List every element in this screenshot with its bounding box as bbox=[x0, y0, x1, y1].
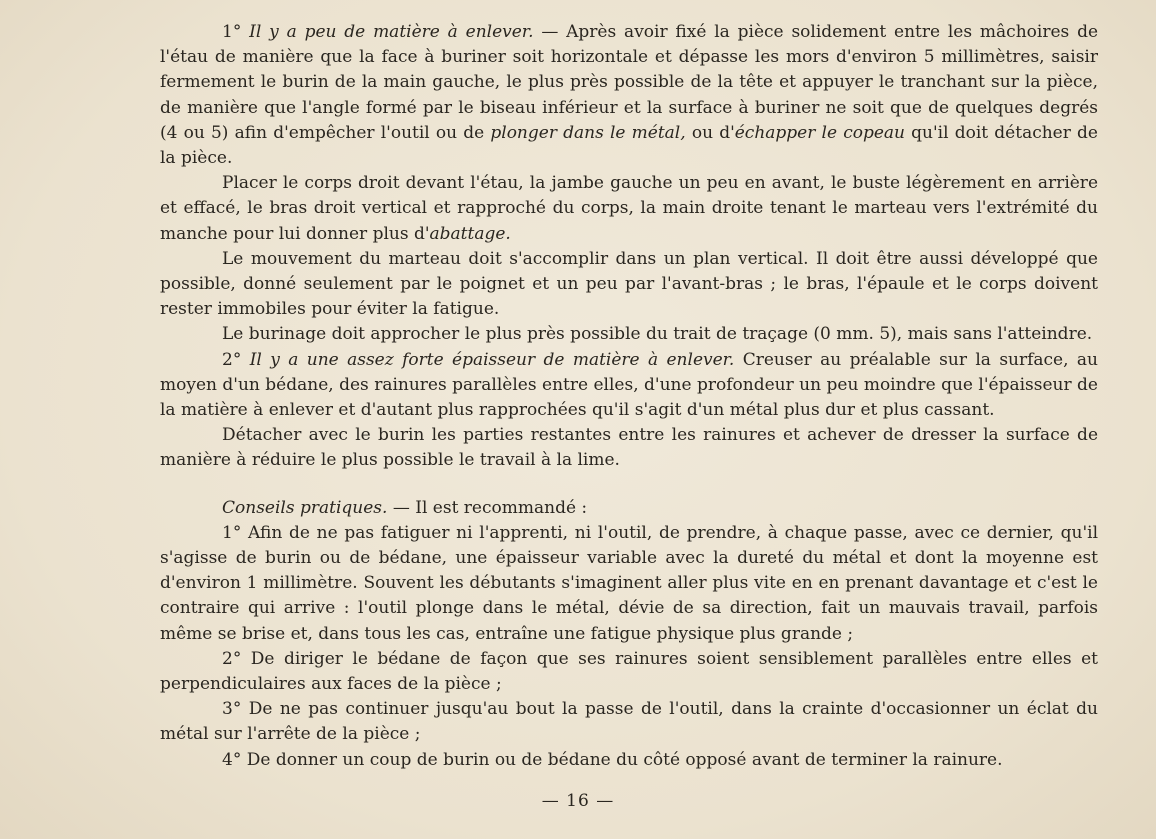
paragraph-text: Placer le corps droit devant l'étau, la jambe gauche un peu en avant, le buste légèrement en arrière et effacé, le bras droit vertical et rapproché du corps, la main droite tenant le marteau vers l'extrémité du manche pour lui donner plus d' bbox=[160, 173, 1098, 244]
paragraph-6: Détacher avec le burin les parties restantes entre les rainures et achever de dresser la surface de manière à réduire le plus possible le travail à la lime. bbox=[160, 425, 1098, 471]
paragraph-1 bbox=[160, 20, 1098, 171]
paragraph-text: ou d' bbox=[685, 122, 735, 143]
body-text bbox=[160, 20, 1098, 773]
paragraph-3: Le mouvement du marteau doit s'accomplir dans un plan vertical. Il doit être aussi développé que possible, donné seulement par le poignet et un peu par l'avant-bras ; le bras, l'épaule et le corps doivent rester immobiles pour éviter la fatigue. bbox=[160, 248, 1098, 320]
item-number: 2° bbox=[222, 349, 242, 370]
paragraph-text: — Il est recommandé : bbox=[387, 497, 588, 518]
section-heading: Il y a une assez forte épaisseur de matière à enlever. bbox=[249, 349, 735, 370]
paragraph-8 bbox=[160, 521, 1098, 647]
paragraph-7 bbox=[160, 496, 1098, 521]
paragraph-9 bbox=[160, 647, 1098, 697]
paragraph-4: Le burinage doit approcher le plus près possible du trait de traçage (0 mm. 5), mais sans l'atteindre. bbox=[222, 324, 1093, 345]
paragraph-text: qu'il doit détacher de la pièce. bbox=[160, 122, 1098, 169]
item-number: 3° bbox=[222, 699, 242, 720]
paragraph-5 bbox=[160, 348, 1098, 424]
item-number: 4° bbox=[222, 749, 242, 770]
paragraph-11 bbox=[160, 748, 1098, 773]
paragraph-text: Afin de ne pas fatiguer ni l'apprenti, ni l'outil, de prendre, à chaque passe, avec ce dernier, qu'il s'agisse de burin ou de bédane, une épaisseur variable avec la dureté du métal et dont la moyenne est d'environ 1 millimètre. Souvent les débutants s'imaginent aller plus vite en en prenant davantage et c'est le contraire qui arrive : l'outil plonge dans le métal, dévie de sa direction, fait un mauvais travail, parfois même se brise et, dans tous les cas, entraîne une fatigue physique plus grande ; bbox=[160, 522, 1098, 644]
paragraph-text: De donner un coup de burin ou de bédane du côté opposé avant de terminer la rainure. bbox=[241, 749, 1003, 770]
item-number: 1° bbox=[222, 22, 242, 42]
paragraph-text: Creuser au préalable sur la surface, au moyen d'un bédane, des rainures parallèles entre elles, d'une profondeur un peu moindre que l'épaisseur de la matière à enlever et d'autant plus rapprochées qu'il s'agit d'un métal plus dur et plus cassant. bbox=[160, 349, 1098, 421]
paragraph-2 bbox=[160, 171, 1098, 247]
section-heading: Il y a peu de matière à enlever. bbox=[249, 22, 534, 42]
emphasis-text: abattage. bbox=[429, 223, 511, 244]
emphasis-text: échapper le copeau bbox=[734, 122, 905, 143]
paragraph-text: De ne pas continuer jusqu'au bout la passe de l'outil, dans la crainte d'occasionner un éclat du métal sur l'arrête de la pièce ; bbox=[160, 699, 1098, 745]
item-number: 2° bbox=[222, 648, 242, 669]
paragraph-text: — Après avoir fixé la pièce solidement entre les mâchoires de l'étau de manière que la face à buriner soit horizontale et dépasse les mors d'environ 5 millimètres, saisir fermement le burin de la main gauche, le plus près possible de la tête et appuyer le tranchant sur la pièce, de manière que l'angle formé par le biseau inférieur et la surface à buriner ne soit que de quelques degrés (4 ou 5) afin d'empêcher l'outil ou de bbox=[160, 22, 1099, 143]
emphasis-text: plonger dans le métal, bbox=[490, 122, 686, 143]
subsection-heading: Conseils pratiques. bbox=[222, 497, 388, 518]
page-number: — 16 — bbox=[541, 791, 615, 811]
item-number: 1° bbox=[222, 522, 242, 543]
paragraph-text: De diriger le bédane de façon que ses rainures soient sensiblement parallèles entre elles et perpendiculaires aux faces de la pièce ; bbox=[160, 648, 1098, 695]
paragraph-10 bbox=[160, 697, 1098, 747]
